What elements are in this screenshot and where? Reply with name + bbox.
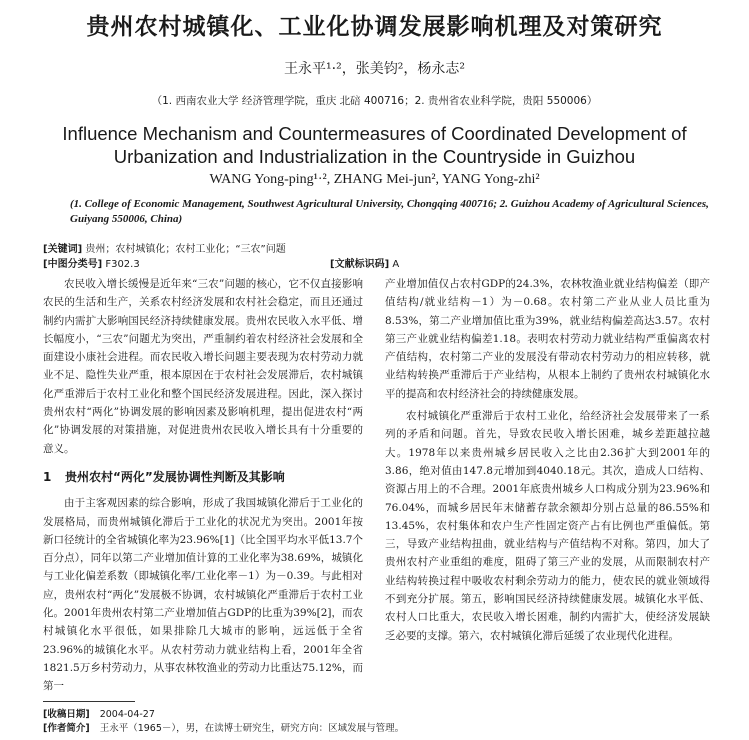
affiliation-cn: （1. 西南农业大学 经济管理学院，重庆 北碚 400716；2. 贵州省农业科学院，贵阳 550006） [151,95,598,107]
affiliation-en: (1. College of Economic Management, Southwest Agricultural University, Chongqing 400716; 2. Guizhou Academy of Agricultural Sciences, Guiyang 550006, China) [70,198,709,225]
section-1-paragraph-1: 由于主客观因素的综合影响，形成了我国城镇化滞后于工业化的发展格局，而贵州城镇化滞后于工业化的状况尤为突出。2001年按新口径统计的全省城镇化率为23.96%[1]（比全国平均水平低13.7个百分点），同年以第二产业增加值计算的工业化率为38.69%，城镇化与工业化偏差系数（即城镇化率/工业化率－1）为－0.39。与此相对应，贵州农村“两化”发展极不协调，农村城镇化严重滞后于农村工业化。2001年贵州农村第二产业增加值占GDP的比重为39%[2]，而农村城镇化水平很低，如果排除几大城市的影响，远远低于全省23.96%的城镇化水平。从农村劳动力就业结构上看，2001年全省1821.5万乡村劳动力，从事农林牧渔业的劳动力比重达75.12%，而第一 [43,497,363,693]
doc-code-label: [文献标识码] [330,259,390,270]
section-1-paragraph-1-cont: 产业增加值仅占农村GDP的24.3%，农林牧渔业就业结构偏差（即产值结构/就业结构－1）为－0.68。农村第二产业从业人员比重为8.53%，第二产业增加值比重为39%，就业结构偏差高达3.57。农村第三产业就业结构偏差1.18。表明农村劳动力就业结构严重偏离农村产值结构，农村第二产业的发展没有带动农村劳动力的相应转移，就业结构转换严重滞后于产业结构，从根本上制约了贵州农村城镇化水平的提高和农村经济社会的持续健康发展。 [385,278,710,400]
author-bio-value: 王永平（1965－），男，在读博士研究生，研究方向：区域发展与管理。 [99,723,405,734]
author-bio-line [43,720,404,734]
paper-title-cn: 贵州农村城镇化、工业化协调发展影响机理及对策研究 [86,14,663,40]
section-1-number: 1 [43,469,52,484]
authors-en: WANG Yong-ping¹·², ZHANG Mei-jun², YANG Yong-zhi² [209,172,540,187]
section-1-heading [43,468,363,486]
intro-paragraph: 农民收入增长缓慢是近年来“三农”问题的核心，它不仅直接影响农民的生活和生产，关系农村经济发展和农村社会稳定，而且还通过制约内需扩大影响国民经济持续健康发展。贵州农民收入水平低、增长幅度小，“三农”问题尤为突出，严重制约着农村经济社会发展和全面建设小康社会进程。而农民收入增长问题主要表现为农村劳动力就业不足、隐性失业严重，根本原因在于农村社会发展滞后，农村城镇化严重滞后于农村工业化和整个国民经济发展进程。因此，深入探讨贵州农村“两化”协调发展的影响因素及影响机理，提出促进农村“两化”协调发展的对策措施，对促进贵州农民收入增长具有十分重要的意义。 [43,278,363,455]
left-column [43,275,363,696]
clc-line [43,255,140,270]
footnote-divider [43,701,135,702]
received-date-line [43,706,155,720]
clc-value: F302.3 [105,259,140,270]
keywords-line [43,240,286,255]
section-1-title: 贵州农村“两化”发展协调性判断及其影响 [65,469,285,484]
keywords-label: [关键词] [43,244,83,255]
right-column [385,275,710,645]
doc-code-value: A [392,259,400,270]
received-label: [收稿日期] [43,709,90,720]
paper-title-en: Influence Mechanism and Countermeasures of Coordinated Development of Urbanization and Industrialization in the Countryside in Guizhou [62,123,687,167]
received-value: 2004-04-27 [99,709,155,720]
authors-cn: 王永平¹·²，张美钧²，杨永志² [284,61,465,77]
doc-code-line [330,255,399,270]
keywords-value: 贵州；农村城镇化；农村工业化；“三农”问题 [85,244,286,255]
clc-label: [中图分类号] [43,259,103,270]
author-bio-label: [作者简介] [43,723,90,734]
section-1-paragraph-2: 农村城镇化严重滞后于农村工业化，给经济社会发展带来了一系列的矛盾和问题。首先，导致农民收入增长困难，城乡差距越拉越大。1978年以来贵州城乡居民收入之比由2.36扩大到2001年的3.86，绝对值由147.8元增加到4040.18元。其次，造成人口结构、资源占用上的不合理。2001年底贵州城乡人口构成分别为23.96%和76.04%，而城乡居民年末储蓄存款余额却分别占总量的86.55%和13.45%，农村集体和农户生产性固定资产占有比例也严重偏低。第三，导致产业结构扭曲，就业结构与产值结构不对称。第四，加大了贵州农村产业重组的难度，阻碍了第三产业的发展，从而限制农村产业结构转换过程中吸收农村剩余劳动力的能力，使农民的就业领域得不到充分扩展。第五，影响国民经济持续健康发展。城镇化水平低、农村人口比重大，农民收入增长困难，制约内需扩大，使经济发展缺乏必要的支撑。第六，农村城镇化滞后延缓了农业现代化进程。 [385,410,710,642]
